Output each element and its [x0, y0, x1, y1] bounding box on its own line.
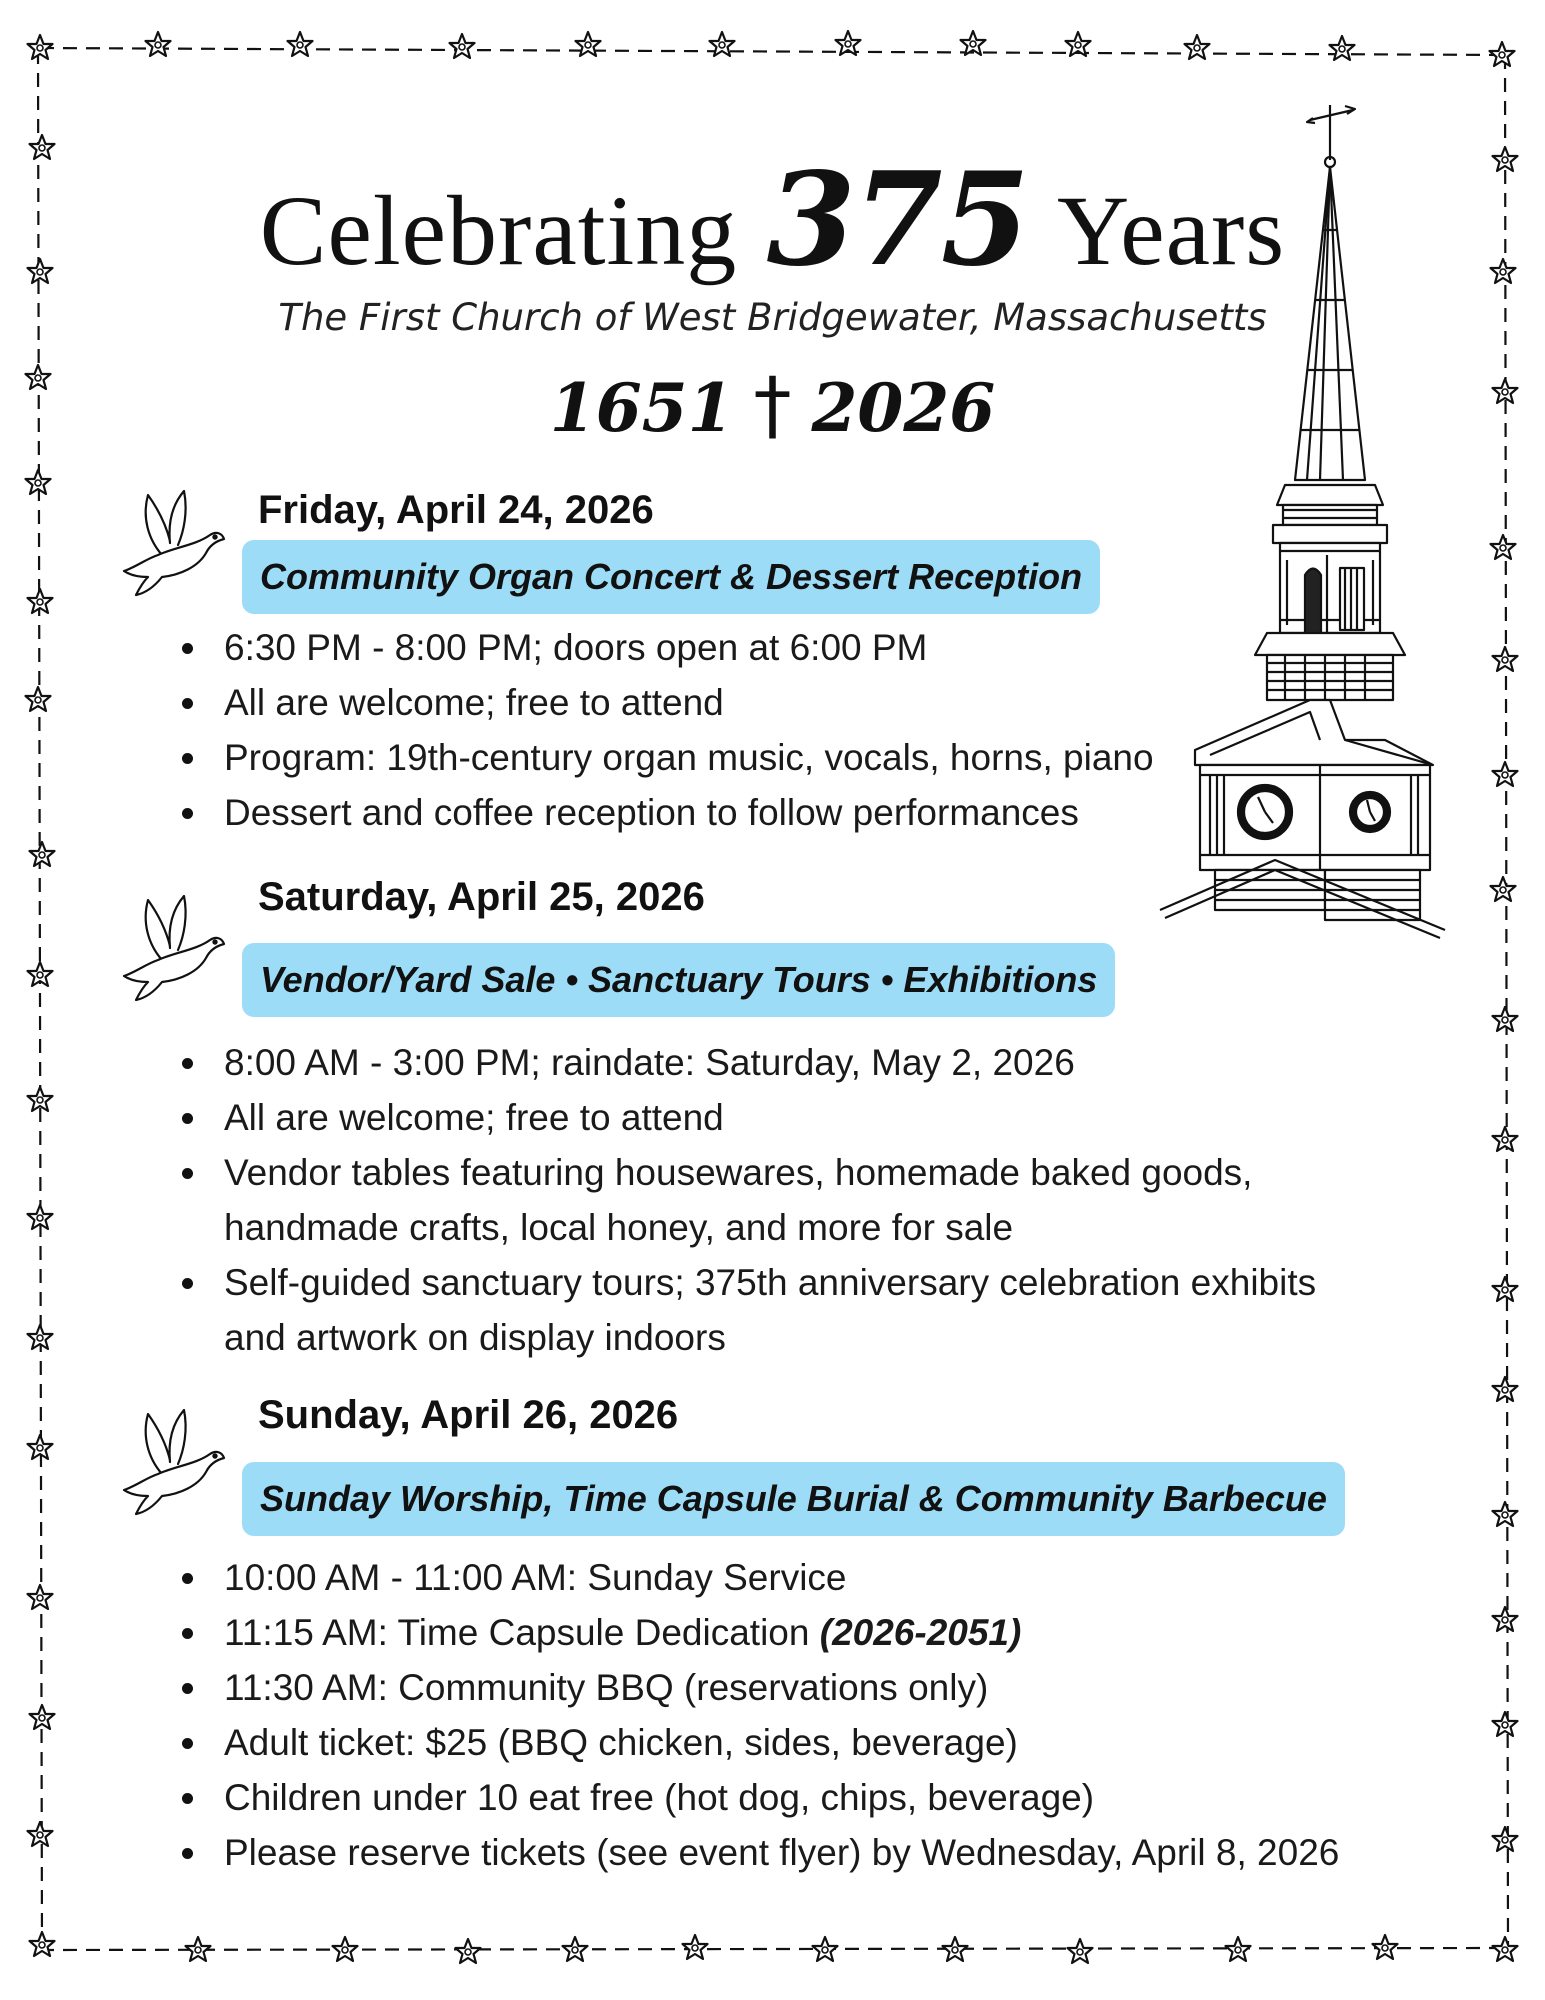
dove-icon [118, 888, 228, 1003]
list-item [182, 1605, 1339, 1660]
title-suffix: Years [1057, 175, 1286, 286]
list-item: Program: 19th-century organ music, vocals, horns, piano [182, 730, 1154, 785]
list-item: Children under 10 eat free (hot dog, chips, beverage) [182, 1770, 1339, 1825]
list-item-continuation: and artwork on display indoors [224, 1317, 726, 1358]
list-item: Please reserve tickets (see event flyer) by Wednesday, April 8, 2026 [182, 1825, 1339, 1880]
day-heading: Friday, April 24, 2026 [258, 488, 654, 532]
year-end: 2026 [811, 369, 996, 447]
year-start: 1651 [549, 369, 734, 447]
cross-icon: † [753, 360, 792, 449]
church-subtitle: The First Church of West Bridgewater, Massachusetts [278, 296, 1267, 339]
capsule-years: (2026-2051) [819, 1612, 1022, 1653]
dove-icon [118, 1402, 228, 1517]
list-item-continuation: handmade crafts, local honey, and more for sale [224, 1207, 1014, 1248]
item-text: 11:15 AM: Time Capsule Dedication [224, 1612, 810, 1653]
steeple-illustration [1155, 100, 1455, 940]
day-heading: Saturday, April 25, 2026 [258, 875, 705, 919]
list-item: 10:00 AM - 11:00 AM: Sunday Service [182, 1550, 1339, 1605]
list-item: 11:30 AM: Community BBQ (reservations only) [182, 1660, 1339, 1715]
day-heading: Sunday, April 26, 2026 [258, 1393, 679, 1437]
list-item: 8:00 AM - 3:00 PM; raindate: Saturday, May 2, 2026 [182, 1035, 1316, 1090]
event-headline: Vendor/Yard Sale • Sanctuary Tours • Exhibitions [242, 943, 1115, 1017]
list-item: Vendor tables featuring housewares, homemade baked goods, [182, 1145, 1316, 1200]
event-details [182, 620, 1154, 840]
event-details [182, 1550, 1339, 1880]
title-number: 375 [766, 145, 1028, 295]
list-item: All are welcome; free to attend [182, 675, 1154, 730]
title-prefix: Celebrating [259, 175, 738, 286]
list-item: Adult ticket: $25 (BBQ chicken, sides, beverage) [182, 1715, 1339, 1770]
list-item: Self-guided sanctuary tours; 375th anniversary celebration exhibits [182, 1255, 1316, 1310]
event-headline: Community Organ Concert & Dessert Reception [242, 540, 1100, 614]
list-item: 6:30 PM - 8:00 PM; doors open at 6:00 PM [182, 620, 1154, 675]
list-item: All are welcome; free to attend [182, 1090, 1316, 1145]
list-item: Dessert and coffee reception to follow performances [182, 785, 1154, 840]
event-headline: Sunday Worship, Time Capsule Burial & Community Barbecue [242, 1462, 1345, 1536]
dove-icon [118, 483, 228, 598]
event-details [182, 1035, 1316, 1365]
